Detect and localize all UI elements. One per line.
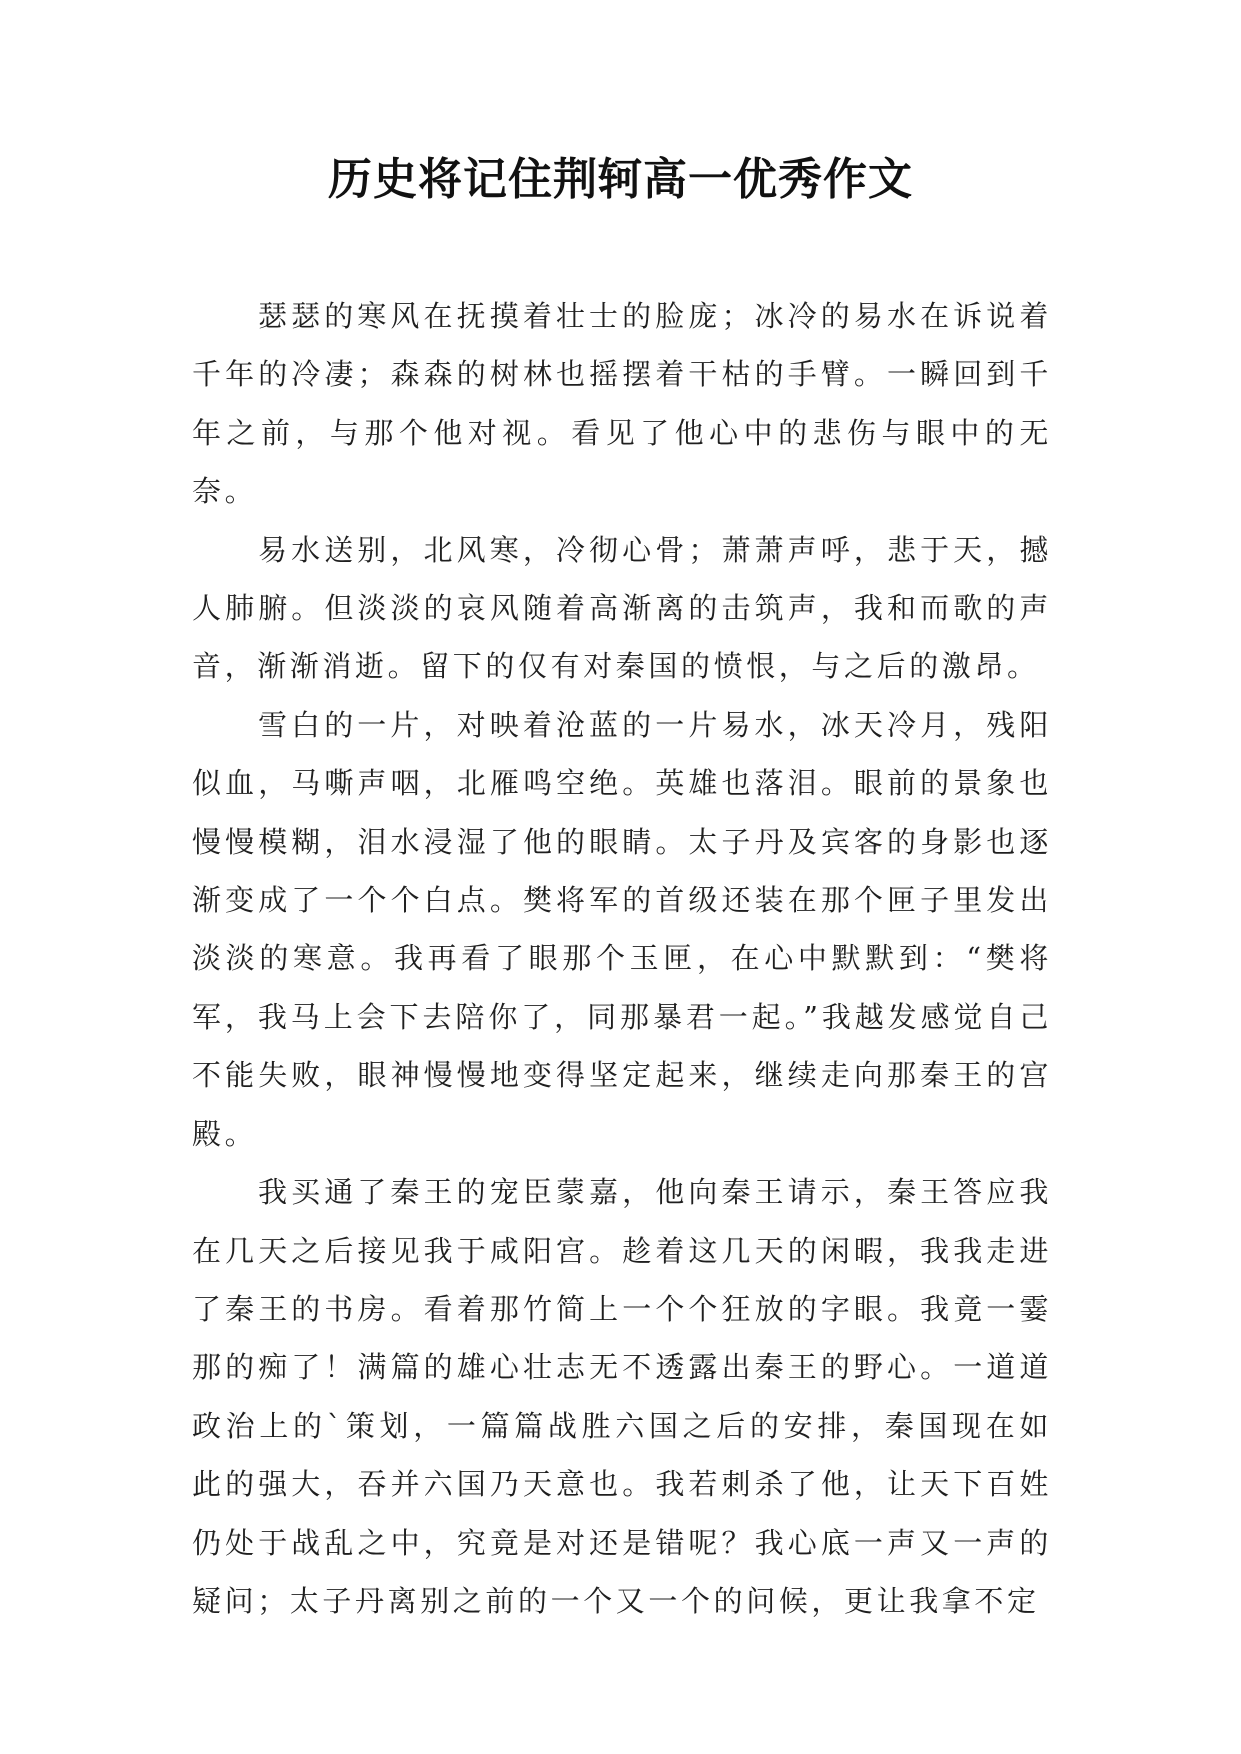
document-body: [192, 287, 1052, 1630]
document-title: 历史将记住荆轲高一优秀作文: [328, 154, 913, 205]
paragraph-2: 易水送别，北风寒，冷彻心骨；萧萧声呼，悲于天，撼人肺腑。但淡淡的哀风随着高渐离的击筑声，我和而歌的声音，渐渐消逝。留下的仅有对秦国的愤恨，与之后的激昂。: [192, 532, 1052, 684]
paragraph-3: 雪白的一片，对映着沧蓝的一片易水，冰天冷月，残阳似血，马嘶声咽，北雁鸣空绝。英雄也落泪。眼前的景象也慢慢模糊，泪水浸湿了他的眼睛。太子丹及宾客的身影也逐渐变成了一个个白点。樊将军的首级还装在那个匣子里发出淡淡的寒意。我再看了眼那个玉匣，在心中默默到：“樊将军，我马上会下去陪你了，同那暴君一起。”我越发感觉自己不能失败，眼神慢慢地变得坚定起来，继续走向那秦王的宫殿。: [192, 707, 1052, 1151]
paragraph-4: 我买通了秦王的宠臣蒙嘉，他向秦王请示，秦王答应我在几天之后接见我于咸阳宫。趁着这几天的闲暇，我我走进了秦王的书房。看着那竹简上一个个狂放的字眼。我竟一霎那的痴了！满篇的雄心壮志无不透露出秦王的野心。一道道政治上的`策划，一篇篇战胜六国之后的安排，秦国现在如此的强大，吞并六国乃天意也。我若刺杀了他，让天下百姓仍处于战乱之中，究竟是对还是错呢？我心底一声又一声的疑问；太子丹离别之前的一个又一个的问候，更让我拿不定: [192, 1175, 1052, 1618]
paragraph-1: 瑟瑟的寒风在抚摸着壮士的脸庞；冰冷的易水在诉说着千年的冷凄；森森的树林也摇摆着干枯的手臂。一瞬回到千年之前，与那个他对视。看见了他心中的悲伤与眼中的无奈。: [192, 299, 1052, 509]
